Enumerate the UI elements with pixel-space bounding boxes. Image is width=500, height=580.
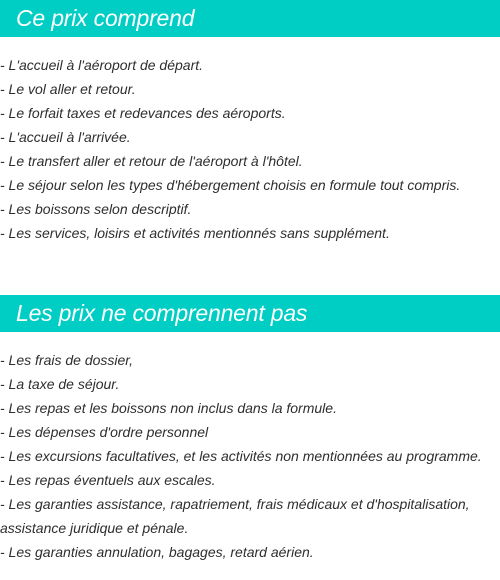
list-item: - La taxe de séjour. — [0, 376, 120, 392]
list-item: - Le séjour selon les types d'hébergement choisis en formule tout compris. — [0, 177, 461, 193]
section-header-included — [0, 0, 500, 37]
list-item: - L'accueil à l'aéroport de départ. — [0, 57, 204, 73]
list-item: - Les dépenses d'ordre personnel — [0, 424, 209, 440]
list-item: - Les frais de dossier, — [0, 352, 134, 368]
included-items-list — [0, 53, 496, 245]
list-item: - Les excursions facultatives, et les activités non mentionnées au programme. — [0, 448, 482, 464]
list-item: - L'accueil à l'arrivée. — [0, 129, 131, 145]
list-item: - Le vol aller et retour. — [0, 81, 136, 97]
section-title-included: Ce prix comprend — [16, 5, 195, 31]
section-header-excluded — [0, 295, 500, 332]
excluded-items-list — [0, 348, 496, 564]
list-item: - Le transfert aller et retour de l'aéroport à l'hôtel. — [0, 153, 303, 169]
list-item: - Les repas éventuels aux escales. — [0, 472, 216, 488]
list-item: - Le forfait taxes et redevances des aéroports. — [0, 105, 286, 121]
list-item: - Les boissons selon descriptif. — [0, 201, 192, 217]
list-item: - Les services, loisirs et activités mentionnés sans supplément. — [0, 225, 390, 241]
list-item: - Les garanties assistance, rapatriement, frais médicaux et d'hospitalisation, assistance juridique et pénale. — [0, 496, 470, 536]
section-title-excluded: Les prix ne comprennent pas — [16, 300, 308, 326]
list-item: - Les garanties annulation, bagages, retard aérien. — [0, 544, 314, 560]
list-item: - Les repas et les boissons non inclus dans la formule. — [0, 400, 337, 416]
